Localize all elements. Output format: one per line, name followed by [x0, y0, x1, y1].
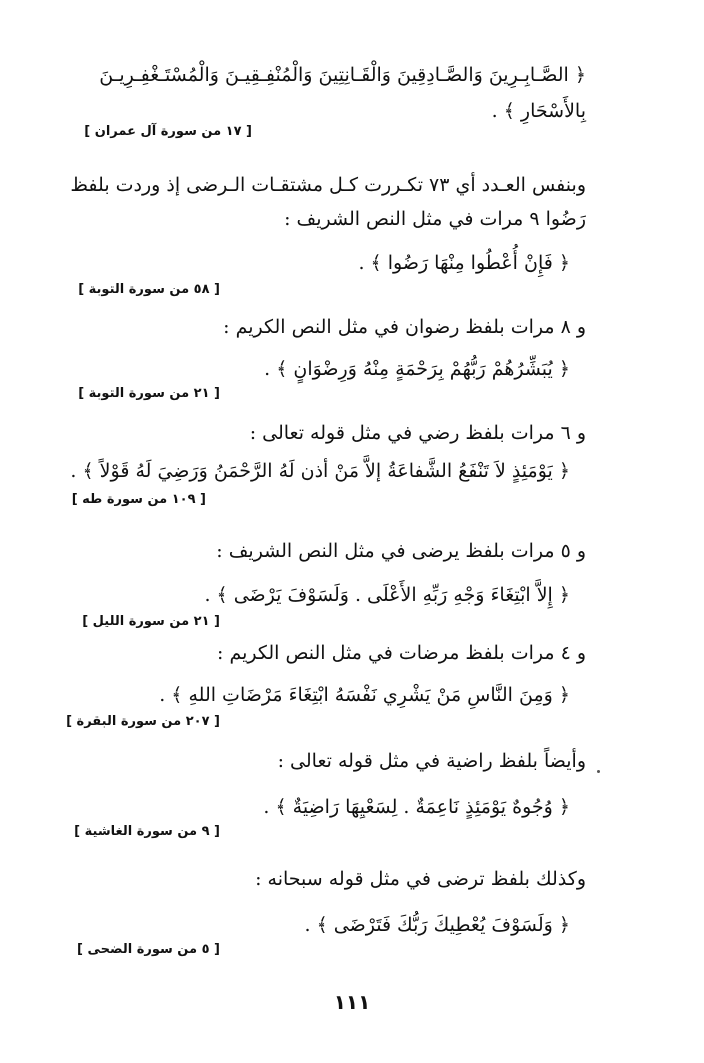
verse-line: ﴿ إِلاَّ ابْتِغَاءَ وَجْهِ رَبِّهِ الأَعْلَى . وَلَسَوْفَ يَرْضَى ﴾ .	[204, 584, 570, 606]
surah-reference: [ ٥٨ من سورة التوبة ]	[78, 282, 220, 297]
surah-reference: [ ٥ من سورة الضحى ]	[77, 942, 220, 957]
surah-reference: [ ١٠٩ من سورة طه ]	[71, 492, 206, 507]
surah-reference: [ ٢١ من سورة التوبة ]	[78, 386, 220, 401]
paragraph-line: رَضُوا ٩ مرات في مثل النص الشريف :	[284, 208, 586, 230]
paragraph-line: و ٥ مرات بلفظ يرضى في مثل النص الشريف :	[216, 540, 586, 562]
scan-speck	[597, 770, 600, 773]
paragraph-line: وكذلك بلفظ ترضى في مثل قوله سبحانه :	[255, 868, 586, 890]
verse-line: ﴿ الصَّـابِـرِينَ وَالصَّـادِقِينَ وَالْقَـانِتِينَ وَالْمُنْفِـقِيـنَ وَالْمُسْتَـغْفِـرِيـنَ	[99, 64, 586, 86]
surah-reference: [ ٢٠٧ من سورة البقرة ]	[66, 714, 220, 729]
paragraph-line: و ٨ مرات بلفظ رضوان في مثل النص الكريم :	[223, 316, 586, 338]
verse-line: ﴿ وَمِنَ النَّاسِ مَنْ يَشْرِي نَفْسَهُ ابْتِغَاءَ مَرْضَاتِ اللهِ ﴾ .	[159, 684, 570, 706]
verse-line: ﴿ فَإِنْ أُعْطُوا مِنْهَا رَضُوا ﴾ .	[358, 252, 570, 274]
verse-line: ﴿ وُجُوهٌ يَوْمَئِذٍ نَاعِمَةٌ . لِسَعْيِهَا رَاضِيَةٌ ﴾ .	[263, 796, 570, 818]
paragraph-line: وأيضاً بلفظ راضية في مثل قوله تعالى :	[277, 750, 586, 772]
paragraph-line: و ٦ مرات بلفظ رضي في مثل قوله تعالى :	[249, 422, 586, 444]
verse-line: ﴿ يَوْمَئِذٍ لاَ تَنْفَعُ الشَّفاعَةُ إلاَّ مَنْ أذن لَهُ الرَّحْمَنُ وَرَضِيَ لَهُ قَوْلاً ﴾ .	[70, 460, 570, 482]
surah-reference: [ ٢١ من سورة الليل ]	[82, 614, 220, 629]
verse-line: ﴿ وَلَسَوْفَ يُعْطِيكَ رَبُّكَ فَتَرْضَى ﴾ .	[304, 914, 570, 936]
surah-reference: [ ٩ من سورة الغاشية ]	[74, 824, 220, 839]
page-number: ١١١	[333, 990, 371, 1014]
paragraph-line: وبنفس العـدد أي ٧٣ تكـررت كـل مشتقـات الـرضى إذ وردت بلفظ	[70, 174, 586, 196]
verse-line: ﴿ يُبَشِّرُهُمْ رَبُّهُمْ بِرَحْمَةٍ مِنْهُ وَرِضْوَانٍ ﴾ .	[264, 358, 570, 380]
paragraph-line: و ٤ مرات بلفظ مرضات في مثل النص الكريم :	[217, 642, 586, 664]
verse-line-continued: بِالأَسْحَارِ ﴾ .	[491, 100, 586, 122]
surah-reference: [ ١٧ من سورة آل عمران ]	[84, 124, 252, 139]
